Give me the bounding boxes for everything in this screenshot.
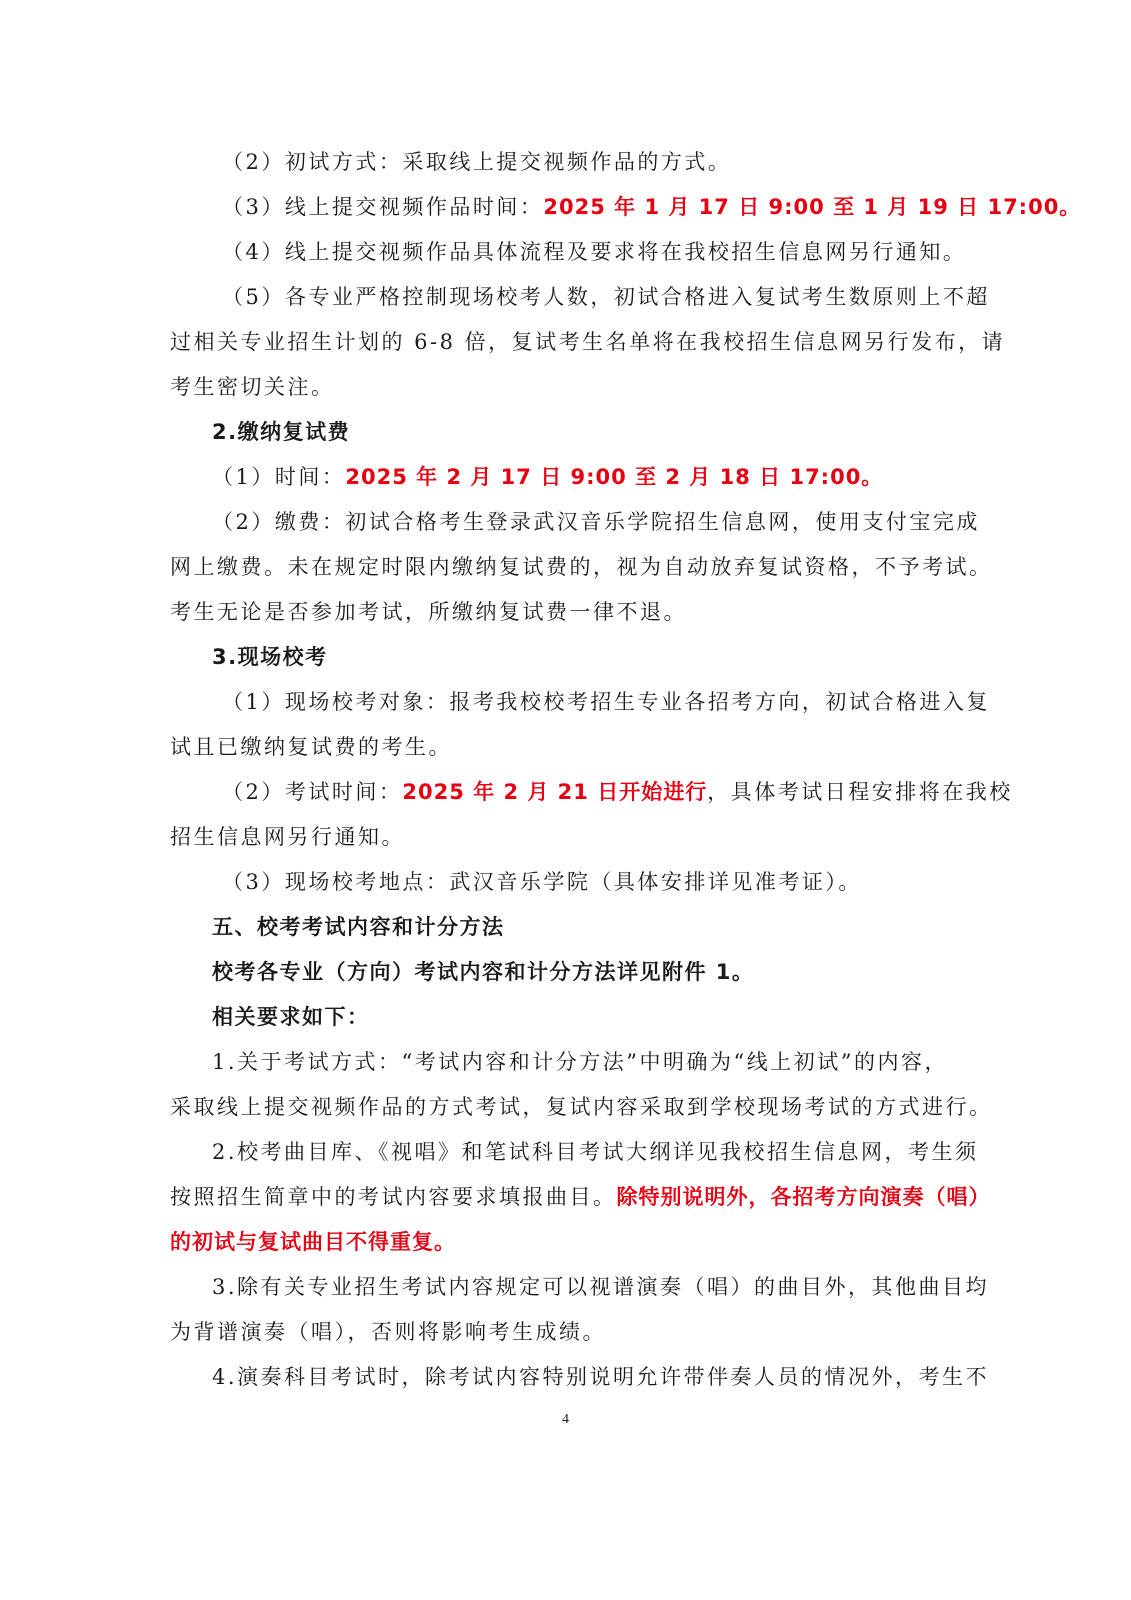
paragraph-line: 网上缴费。未在规定时限内缴纳复试费的，视为自动放弃复试资格，不予考试。: [170, 555, 993, 579]
highlight-date: 2025 年 2 月 17 日 9:00 至 2 月 18 日 17:00。: [345, 465, 884, 489]
paragraph-line: （5）各专业严格控制现场校考人数，初试合格进入复试考生数原则上不超: [222, 285, 990, 309]
paragraph-line: 1.关于考试方式：“考试内容和计分方法”中明确为“线上初试”的内容，: [212, 1050, 948, 1074]
paragraph-line: 过相关专业招生计划的 6-8 倍，复试考生名单将在我校招生信息网另行发布，请: [170, 330, 1006, 354]
paragraph-line: 3.除有关专业招生考试内容规定可以视谱演奏（唱）的曲目外，其他曲目均: [212, 1275, 990, 1299]
chapter-heading: 五、校考考试内容和计分方法: [212, 915, 505, 939]
paragraph-line: 试且已缴纳复试费的考生。: [170, 735, 452, 759]
bold-paragraph-line: 校考各专业（方向）考试内容和计分方法详见附件 1。: [212, 960, 755, 984]
paragraph-line: （2）考试时间：2025 年 2 月 21 日开始进行，具体考试日程安排将在我校: [222, 780, 1013, 804]
paragraph-line: 2.校考曲目库、《视唱》和笔试科目考试大纲详见我校招生信息网，考生须: [212, 1140, 979, 1164]
paragraph-line: [170, 1220, 960, 1265]
paragraph-line: （3）线上提交视频作品时间：2025 年 1 月 17 日 9:00 至 1 月 19 日 17:00。: [222, 195, 1082, 219]
paragraph-line: 考生密切关注。: [170, 375, 335, 399]
paragraph-line: （2）缴费：初试合格考生登录武汉音乐学院招生信息网，使用支付宝完成: [212, 510, 980, 534]
paragraph-line: （1）现场校考对象：报考我校校考招生专业各招考方向，初试合格进入复: [222, 690, 990, 714]
section-heading: 2.缴纳复试费: [212, 420, 351, 444]
highlight-date: 2025 年 2 月 21 日开始进行: [402, 780, 708, 804]
page-number: 4: [562, 1412, 569, 1427]
paragraph-line: 采取线上提交视频作品的方式考试，复试内容采取到学校现场考试的方式进行。: [170, 1095, 993, 1119]
paragraph-line: 4.演奏科目考试时，除考试内容特别说明允许带伴奏人员的情况外，考生不: [212, 1365, 990, 1389]
section-heading: 3.现场校考: [212, 645, 328, 669]
paragraph-line: （3）现场校考地点：武汉音乐学院（具体安排详见准考证）。: [222, 870, 862, 894]
highlight-requirement: 的初试与复试曲目不得重复。: [170, 1230, 456, 1254]
paragraph-line: （1）时间：2025 年 2 月 17 日 9:00 至 2 月 18 日 17:00。: [212, 465, 884, 489]
paragraph-line: 按照招生简章中的考试内容要求填报曲目。除特别说明外，各招考方向演奏（唱）: [170, 1185, 991, 1209]
paragraph-line: 为背谱演奏（唱），否则将影响考生成绩。: [170, 1320, 606, 1344]
highlight-date: 2025 年 1 月 17 日 9:00 至 1 月 19 日 17:00。: [543, 195, 1082, 219]
paragraph-line: 招生信息网另行通知。: [170, 825, 405, 849]
document-body: [170, 140, 1082, 1400]
bold-paragraph-line: 相关要求如下：: [212, 1005, 370, 1029]
paragraph-line: 考生无论是否参加考试，所缴纳复试费一律不退。: [170, 600, 687, 624]
highlight-requirement: 除特别说明外，各招考方向演奏（唱）: [616, 1185, 991, 1209]
paragraph-line: （2）初试方式：采取线上提交视频作品的方式。: [222, 150, 732, 174]
paragraph-line: （4）线上提交视频作品具体流程及要求将在我校招生信息网另行通知。: [222, 240, 967, 264]
